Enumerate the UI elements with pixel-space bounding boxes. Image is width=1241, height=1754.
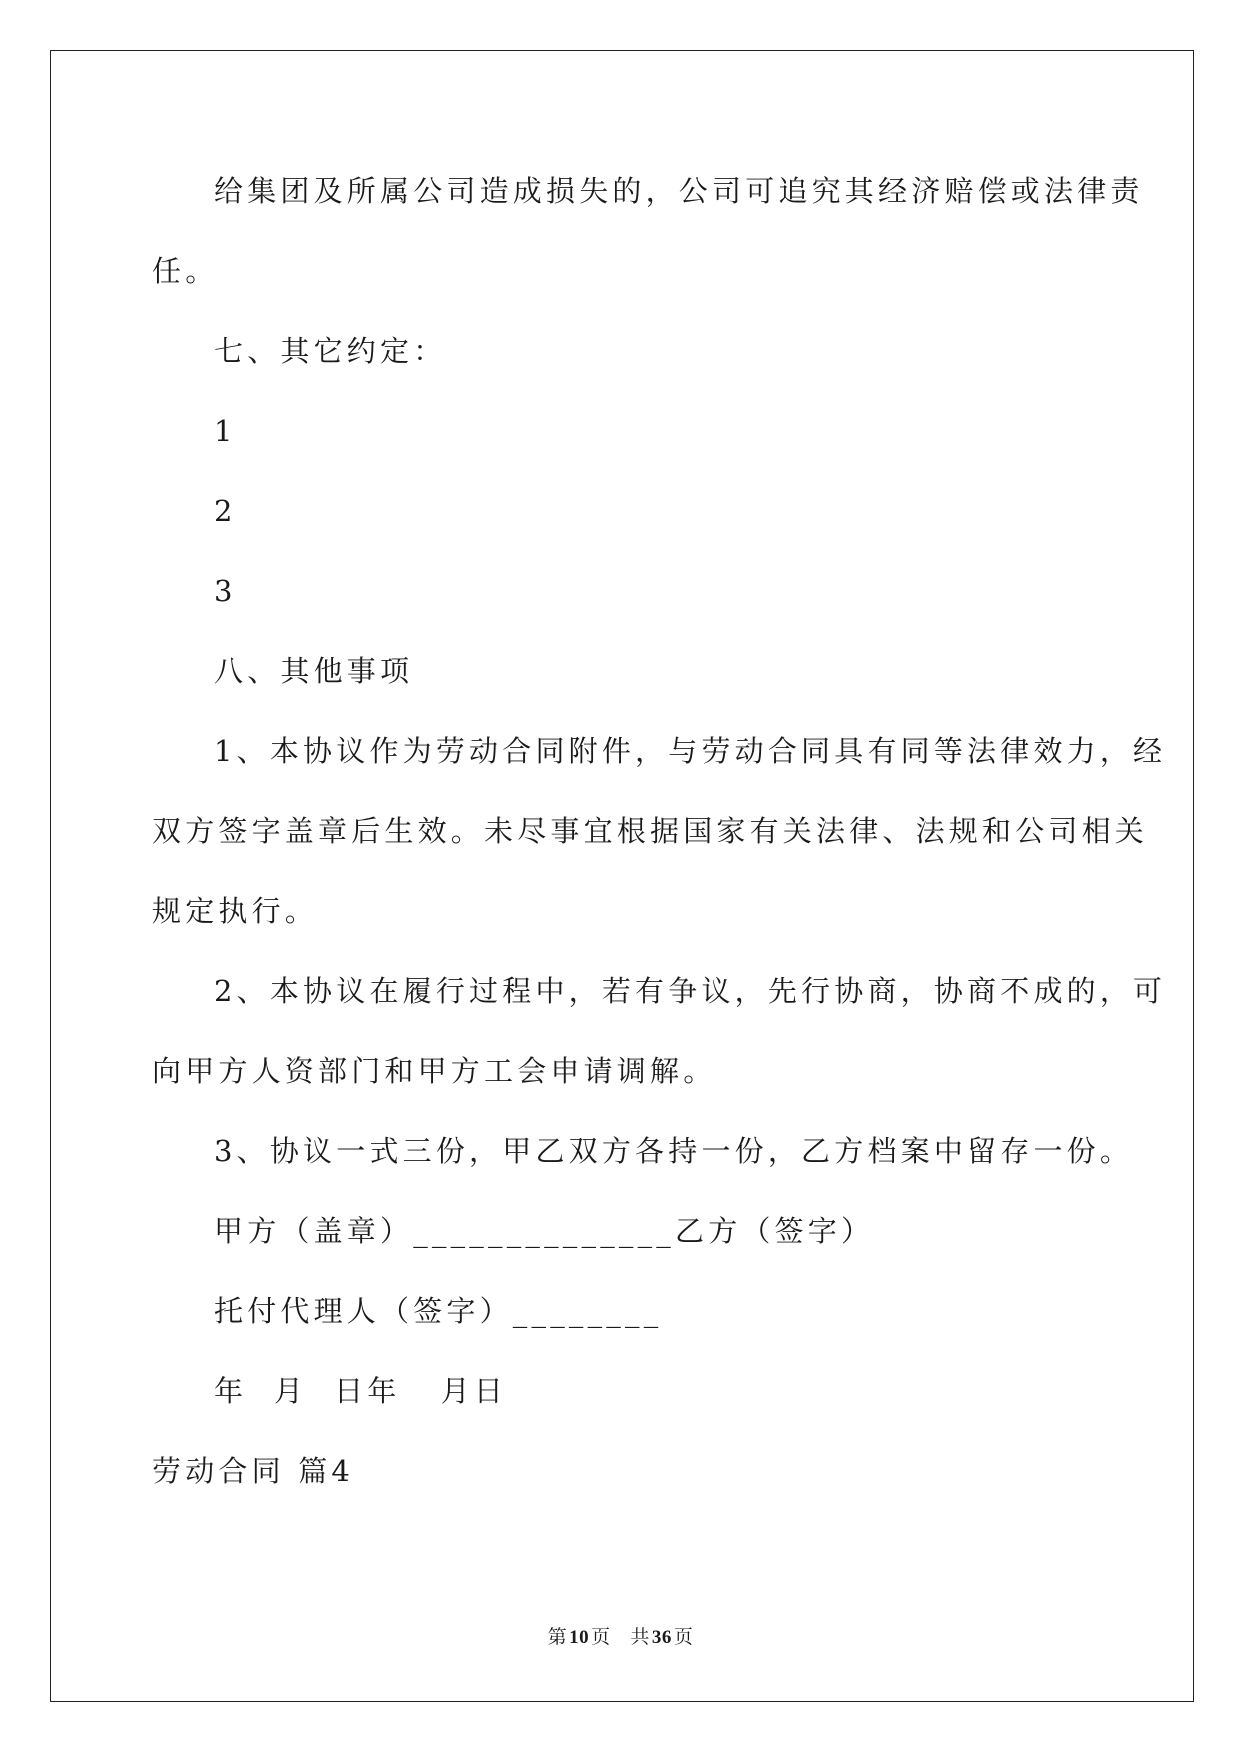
- clause-1-line-3: 规定执行。: [152, 894, 319, 928]
- footer-page-prefix: 第: [547, 1626, 568, 1648]
- clause-1-line-2: 双方签字盖章后生效。未尽事宜根据国家有关法律、法规和公司相关: [152, 814, 1149, 848]
- list-item-3: 3: [214, 574, 237, 608]
- signature-party-line: 甲方（盖章）______________乙方（签字）: [214, 1214, 875, 1248]
- date-line: 年 月 日年 月日: [214, 1374, 508, 1408]
- footer-total-pages: 36: [651, 1627, 672, 1648]
- footer-page-suffix: 页: [591, 1626, 611, 1648]
- section-heading-8: 八、其他事项: [214, 654, 414, 688]
- body-line-1: 给集团及所属公司造成损失的，公司可追究其经济赔偿或法律责: [214, 174, 1144, 208]
- next-section-title: 劳动合同 篇4: [152, 1454, 355, 1488]
- list-item-2: 2: [214, 494, 237, 528]
- clause-2-line-2: 向甲方人资部门和甲方工会申请调解。: [152, 1054, 717, 1088]
- agent-signature-line: 托付代理人（签字）________: [214, 1294, 663, 1328]
- clause-1-line-1: 1、本协议作为劳动合同附件，与劳动合同具有同等法律效力，经: [214, 734, 1167, 768]
- list-item-1: 1: [214, 414, 237, 448]
- footer-page-number: 10: [569, 1627, 590, 1648]
- section-heading-7: 七、其它约定：: [214, 334, 447, 368]
- body-line-2: 任。: [152, 254, 219, 288]
- clause-2-line-1: 2、本协议在履行过程中，若有争议，先行协商，协商不成的，可: [214, 974, 1167, 1008]
- page-footer: [0, 1625, 1241, 1650]
- clause-3-line-1: 3、协议一式三份，甲乙双方各持一份，乙方档案中留存一份。: [214, 1134, 1134, 1168]
- footer-total-prefix: 共: [630, 1626, 650, 1648]
- footer-total-suffix: 页: [673, 1626, 694, 1648]
